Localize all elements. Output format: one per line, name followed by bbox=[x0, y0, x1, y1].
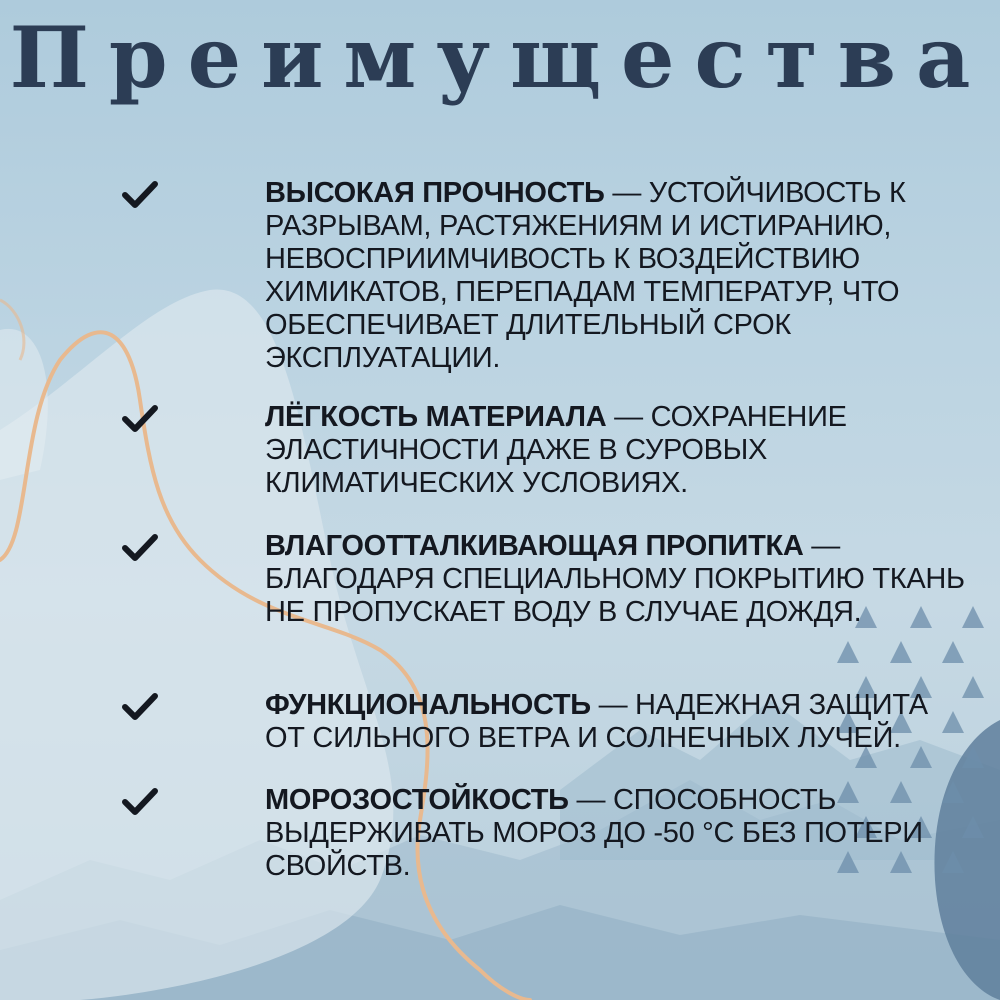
advantage-text: — СОХРАНЕНИЕ ЭЛАСТИЧНОСТИ ДАЖЕ В СУРОВЫХ КЛИМАТИЧЕСКИХ УСЛОВИЯХ. bbox=[265, 401, 847, 499]
advantage-heading: ЛЁГКОСТЬ МАТЕРИАЛА bbox=[265, 401, 607, 433]
advantage-heading: ФУНКЦИОНАЛЬНОСТЬ bbox=[265, 689, 591, 721]
page-title: Преимущества bbox=[9, 8, 991, 107]
advantage-heading: МОРОЗОСТОЙКОСТЬ bbox=[265, 784, 569, 816]
advantage-heading: ВЫСОКАЯ ПРОЧНОСТЬ bbox=[265, 177, 605, 209]
advantage-item-frost-resistance bbox=[265, 784, 965, 883]
check-icon bbox=[122, 180, 158, 210]
check-icon bbox=[122, 692, 158, 722]
check-icon bbox=[122, 787, 158, 817]
advantage-text: — НАДЕЖНАЯ ЗАЩИТА ОТ СИЛЬНОГО ВЕТРА И СОЛНЕЧНЫХ ЛУЧЕЙ. bbox=[265, 689, 928, 754]
advantage-item-lightness bbox=[265, 401, 965, 500]
advantage-item-water-repellent bbox=[265, 530, 965, 629]
advantage-text: — СПОСОБНОСТЬ ВЫДЕРЖИВАТЬ МОРОЗ ДО -50 °С БЕЗ ПОТЕРИ СВОЙСТВ. bbox=[265, 784, 923, 882]
advantage-text: — БЛАГОДАРЯ СПЕЦИАЛЬНОМУ ПОКРЫТИЮ ТКАНЬ НЕ ПРОПУСКАЕТ ВОДУ В СЛУЧАЕ ДОЖДЯ. bbox=[265, 530, 965, 628]
advantage-item-strength bbox=[265, 177, 965, 375]
advantage-item-functionality bbox=[265, 689, 965, 755]
check-icon bbox=[122, 533, 158, 563]
advantage-heading: ВЛАГООТТАЛКИВАЮЩАЯ ПРОПИТКА bbox=[265, 530, 804, 562]
check-icon bbox=[122, 404, 158, 434]
advantage-text: — УСТОЙЧИВОСТЬ К РАЗРЫВАМ, РАСТЯЖЕНИЯМ И ИСТИРАНИЮ, НЕВОСПРИИМЧИВОСТЬ К ВОЗДЕЙСТВИЮ ХИМИКАТОВ, ПЕРЕПАДАМ ТЕМПЕРАТУР, ЧТО ОБЕСПЕЧИВАЕТ ДЛИТЕЛЬНЫЙ СРОК ЭКСПЛУАТАЦИИ. bbox=[265, 177, 906, 374]
